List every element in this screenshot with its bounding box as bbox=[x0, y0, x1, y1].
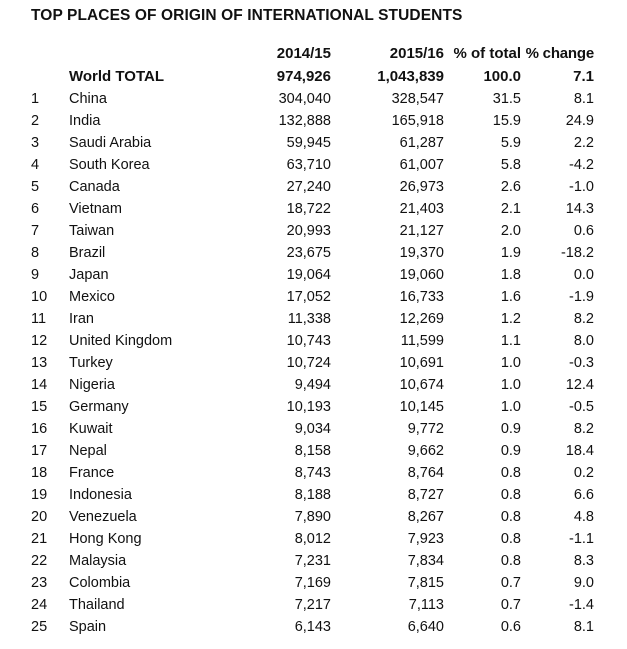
country-cell: Venezuela bbox=[69, 509, 137, 525]
pct-total-cell: 0.9 bbox=[500, 443, 521, 459]
pct-total-cell: 1.0 bbox=[500, 399, 521, 415]
year1-cell: 20,993 bbox=[286, 223, 331, 239]
table-row bbox=[0, 440, 594, 462]
year2-cell: 10,674 bbox=[399, 377, 444, 393]
year2-cell: 7,113 bbox=[408, 597, 444, 613]
year2-cell: 11,599 bbox=[400, 333, 444, 349]
pct-total-cell: 2.1 bbox=[500, 201, 521, 217]
table-row bbox=[0, 110, 594, 132]
rank-cell: 18 bbox=[31, 465, 48, 481]
students-table bbox=[0, 42, 594, 638]
table-row bbox=[0, 528, 594, 550]
year1-cell: 7,169 bbox=[294, 575, 331, 591]
table-row bbox=[0, 462, 594, 484]
pct-total-cell: 0.9 bbox=[500, 421, 521, 437]
year1-cell: 8,158 bbox=[294, 443, 331, 459]
page-title: TOP PLACES OF ORIGIN OF INTERNATIONAL STUDENTS bbox=[31, 7, 463, 24]
table-row bbox=[0, 198, 594, 220]
year2-cell: 8,727 bbox=[407, 487, 444, 503]
country-cell: France bbox=[69, 465, 115, 481]
rank-cell: 7 bbox=[31, 223, 40, 239]
country-cell: Colombia bbox=[69, 575, 131, 591]
year1-cell: 8,743 bbox=[294, 465, 331, 481]
country-cell: Saudi Arabia bbox=[69, 135, 152, 151]
pct-total-cell: 0.7 bbox=[500, 597, 521, 613]
total-year2: 1,043,839 bbox=[377, 68, 444, 85]
pct-total-cell: 31.5 bbox=[492, 91, 521, 107]
year2-cell: 19,370 bbox=[399, 245, 444, 261]
country-cell: Kuwait bbox=[69, 421, 113, 437]
pct-change-cell: 14.3 bbox=[565, 201, 594, 217]
pct-total-cell: 0.7 bbox=[500, 575, 521, 591]
country-cell: Japan bbox=[69, 267, 109, 283]
pct-total-cell: 1.6 bbox=[500, 289, 521, 305]
year2-cell: 9,772 bbox=[407, 421, 444, 437]
table-row bbox=[0, 176, 594, 198]
year1-cell: 17,052 bbox=[286, 289, 331, 305]
rank-cell: 19 bbox=[31, 487, 48, 503]
table-row bbox=[0, 550, 594, 572]
pct-total-cell: 5.9 bbox=[500, 135, 521, 151]
rank-cell: 16 bbox=[31, 421, 48, 437]
country-cell: Taiwan bbox=[69, 223, 115, 239]
pct-change-cell: 8.3 bbox=[573, 553, 594, 569]
rank-cell: 4 bbox=[31, 157, 40, 173]
pct-total-cell: 5.8 bbox=[500, 157, 521, 173]
country-cell: Indonesia bbox=[69, 487, 132, 503]
country-cell: China bbox=[69, 91, 107, 107]
table-row bbox=[0, 286, 594, 308]
pct-change-cell: 8.0 bbox=[573, 333, 594, 349]
year1-cell: 18,722 bbox=[286, 201, 331, 217]
country-cell: Brazil bbox=[69, 245, 106, 261]
table-body bbox=[0, 66, 594, 638]
country-cell: Thailand bbox=[69, 597, 125, 613]
country-cell: Mexico bbox=[69, 289, 115, 305]
table-row bbox=[0, 220, 594, 242]
year2-cell: 7,834 bbox=[407, 553, 444, 569]
year1-cell: 19,064 bbox=[286, 267, 331, 283]
country-cell: Iran bbox=[69, 311, 94, 327]
rank-cell: 20 bbox=[31, 509, 48, 525]
table-row bbox=[0, 396, 594, 418]
year1-cell: 10,743 bbox=[286, 333, 331, 349]
year2-cell: 12,269 bbox=[399, 311, 444, 327]
country-cell: South Korea bbox=[69, 157, 150, 173]
year1-cell: 59,945 bbox=[286, 135, 331, 151]
pct-change-cell: 0.0 bbox=[573, 267, 594, 283]
year1-cell: 7,231 bbox=[294, 553, 331, 569]
table-header-row bbox=[0, 42, 594, 66]
year1-cell: 9,494 bbox=[294, 377, 331, 393]
pct-total-cell: 1.9 bbox=[500, 245, 521, 261]
total-row bbox=[0, 66, 594, 88]
pct-total-cell: 0.6 bbox=[500, 619, 521, 635]
pct-change-cell: 12.4 bbox=[565, 377, 594, 393]
table-row bbox=[0, 594, 594, 616]
pct-change-cell: 6.6 bbox=[573, 487, 594, 503]
table-row bbox=[0, 352, 594, 374]
country-cell: Hong Kong bbox=[69, 531, 142, 547]
year1-cell: 8,188 bbox=[294, 487, 331, 503]
year2-cell: 10,691 bbox=[399, 355, 444, 371]
pct-total-cell: 15.9 bbox=[492, 113, 521, 129]
year2-cell: 19,060 bbox=[399, 267, 444, 283]
year2-cell: 6,640 bbox=[407, 619, 444, 635]
year2-cell: 9,662 bbox=[407, 443, 444, 459]
rank-cell: 3 bbox=[31, 135, 40, 151]
country-cell: Germany bbox=[69, 399, 129, 415]
pct-change-cell: -4.2 bbox=[569, 157, 594, 173]
year1-cell: 7,890 bbox=[294, 509, 331, 525]
pct-change-cell: 8.1 bbox=[573, 91, 594, 107]
pct-total-cell: 0.8 bbox=[500, 487, 521, 503]
rank-cell: 14 bbox=[31, 377, 48, 393]
total-pct-total: 100.0 bbox=[483, 68, 521, 85]
pct-change-cell: 2.2 bbox=[573, 135, 594, 151]
country-cell: India bbox=[69, 113, 101, 129]
pct-total-cell: 1.2 bbox=[500, 311, 521, 327]
header-rank bbox=[0, 42, 69, 66]
header-year1: 2014/15 bbox=[276, 45, 331, 62]
pct-change-cell: -1.9 bbox=[569, 289, 594, 305]
country-cell: Malaysia bbox=[69, 553, 127, 569]
header-country bbox=[69, 42, 234, 66]
year1-cell: 304,040 bbox=[278, 91, 331, 107]
country-cell: Nepal bbox=[69, 443, 107, 459]
total-pct-change: 7.1 bbox=[573, 68, 594, 85]
table-row bbox=[0, 484, 594, 506]
pct-total-cell: 0.8 bbox=[500, 553, 521, 569]
year2-cell: 61,007 bbox=[399, 157, 444, 173]
pct-change-cell: 8.1 bbox=[573, 619, 594, 635]
pct-change-cell: 8.2 bbox=[573, 421, 594, 437]
year1-cell: 10,724 bbox=[286, 355, 331, 371]
table-row bbox=[0, 616, 594, 638]
pct-total-cell: 0.8 bbox=[500, 531, 521, 547]
pct-change-cell: -1.4 bbox=[569, 597, 594, 613]
year1-cell: 132,888 bbox=[278, 113, 331, 129]
rank-cell: 24 bbox=[31, 597, 48, 613]
year2-cell: 61,287 bbox=[399, 135, 444, 151]
pct-total-cell: 0.8 bbox=[500, 509, 521, 525]
year2-cell: 165,918 bbox=[391, 113, 444, 129]
rank-cell: 17 bbox=[31, 443, 48, 459]
pct-change-cell: 0.2 bbox=[573, 465, 594, 481]
year2-cell: 7,923 bbox=[407, 531, 444, 547]
year1-cell: 9,034 bbox=[294, 421, 331, 437]
pct-change-cell: 18.4 bbox=[565, 443, 594, 459]
year1-cell: 10,193 bbox=[286, 399, 331, 415]
year1-cell: 27,240 bbox=[286, 179, 331, 195]
pct-change-cell: -1.0 bbox=[569, 179, 594, 195]
header-year2: 2015/16 bbox=[389, 45, 444, 62]
year2-cell: 8,764 bbox=[407, 465, 444, 481]
rank-cell: 25 bbox=[31, 619, 48, 635]
pct-change-cell: 4.8 bbox=[573, 509, 594, 525]
pct-change-cell: 0.6 bbox=[573, 223, 594, 239]
pct-change-cell: -1.1 bbox=[569, 531, 594, 547]
table-row bbox=[0, 132, 594, 154]
header-pct-change: % change bbox=[525, 45, 594, 62]
table-row bbox=[0, 572, 594, 594]
pct-change-cell: -0.3 bbox=[569, 355, 594, 371]
table-row bbox=[0, 374, 594, 396]
rank-cell: 15 bbox=[31, 399, 48, 415]
rank-cell: 11 bbox=[31, 311, 47, 327]
country-cell: Turkey bbox=[69, 355, 113, 371]
table-row bbox=[0, 88, 594, 110]
rank-cell: 5 bbox=[31, 179, 40, 195]
rank-cell: 12 bbox=[31, 333, 48, 349]
pct-total-cell: 1.8 bbox=[500, 267, 521, 283]
year2-cell: 10,145 bbox=[399, 399, 444, 415]
country-cell: Nigeria bbox=[69, 377, 115, 393]
year2-cell: 21,403 bbox=[399, 201, 444, 217]
pct-change-cell: 9.0 bbox=[573, 575, 594, 591]
table-row bbox=[0, 506, 594, 528]
table-row bbox=[0, 154, 594, 176]
year1-cell: 6,143 bbox=[294, 619, 331, 635]
pct-total-cell: 1.0 bbox=[500, 355, 521, 371]
year1-cell: 63,710 bbox=[286, 157, 331, 173]
year1-cell: 7,217 bbox=[294, 597, 331, 613]
rank-cell: 13 bbox=[31, 355, 48, 371]
pct-total-cell: 1.0 bbox=[500, 377, 521, 393]
pct-change-cell: -0.5 bbox=[569, 399, 594, 415]
year2-cell: 8,267 bbox=[407, 509, 444, 525]
total-year1: 974,926 bbox=[276, 68, 331, 85]
country-cell: United Kingdom bbox=[69, 333, 173, 349]
year1-cell: 11,338 bbox=[287, 311, 331, 327]
table-row bbox=[0, 264, 594, 286]
pct-total-cell: 0.8 bbox=[500, 465, 521, 481]
rank-cell: 9 bbox=[31, 267, 40, 283]
year2-cell: 26,973 bbox=[399, 179, 444, 195]
rank-cell: 21 bbox=[31, 531, 48, 547]
table-row bbox=[0, 242, 594, 264]
pct-total-cell: 1.1 bbox=[500, 333, 521, 349]
rank-cell: 22 bbox=[31, 553, 48, 569]
table-row bbox=[0, 330, 594, 352]
rank-cell: 2 bbox=[31, 113, 40, 129]
rank-cell: 6 bbox=[31, 201, 40, 217]
year2-cell: 7,815 bbox=[407, 575, 444, 591]
year2-cell: 16,733 bbox=[399, 289, 444, 305]
rank-cell: 10 bbox=[31, 289, 48, 305]
total-label: World TOTAL bbox=[69, 68, 164, 85]
year1-cell: 23,675 bbox=[286, 245, 331, 261]
country-cell: Canada bbox=[69, 179, 120, 195]
pct-change-cell: 8.2 bbox=[573, 311, 594, 327]
country-cell: Spain bbox=[69, 619, 107, 635]
pct-change-cell: -18.2 bbox=[560, 245, 594, 261]
pct-total-cell: 2.6 bbox=[500, 179, 521, 195]
country-cell: Vietnam bbox=[69, 201, 122, 217]
pct-change-cell: 24.9 bbox=[565, 113, 594, 129]
pct-total-cell: 2.0 bbox=[500, 223, 521, 239]
table-row bbox=[0, 308, 594, 330]
year2-cell: 328,547 bbox=[391, 91, 444, 107]
rank-cell: 8 bbox=[31, 245, 40, 261]
year2-cell: 21,127 bbox=[399, 223, 444, 239]
year1-cell: 8,012 bbox=[294, 531, 331, 547]
table-row bbox=[0, 418, 594, 440]
header-pct-total: % of total bbox=[453, 45, 521, 62]
rank-cell: 1 bbox=[31, 91, 40, 107]
rank-cell: 23 bbox=[31, 575, 48, 591]
